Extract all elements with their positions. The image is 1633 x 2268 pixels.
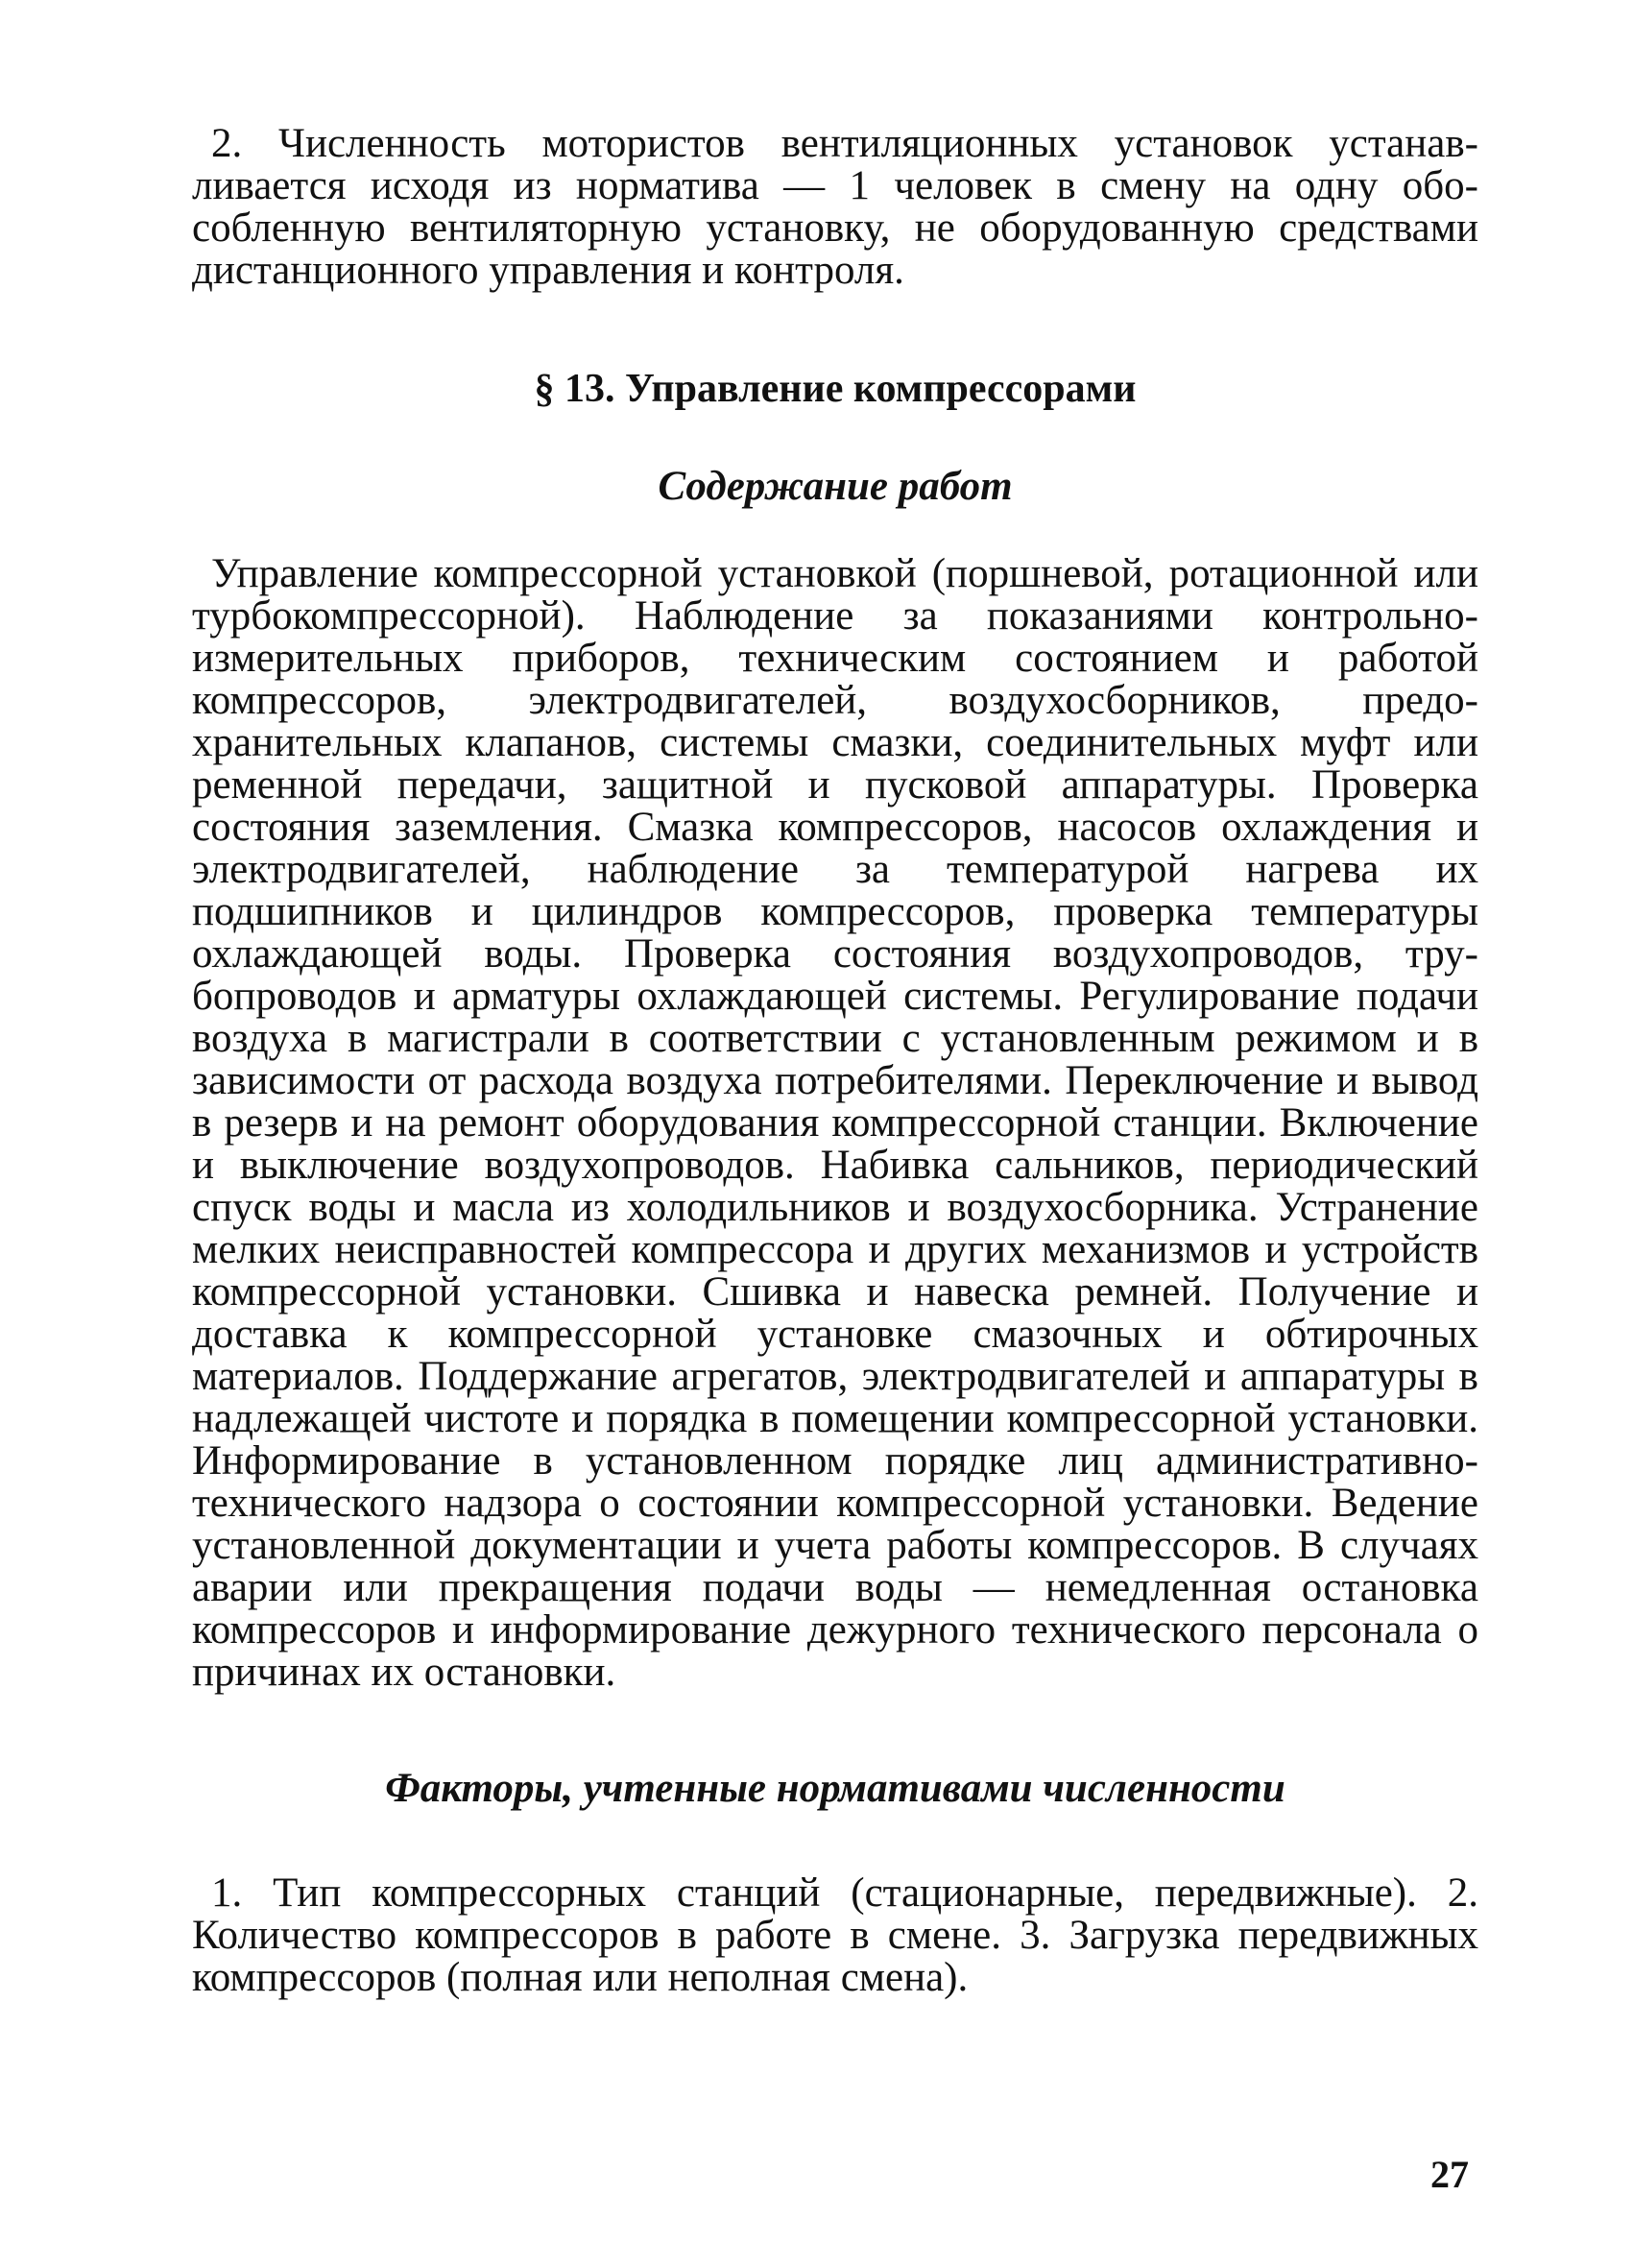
content-of-work-heading: Содержание работ (658, 464, 1013, 509)
factors-heading: Факторы, учтенные нормативами численности (385, 1766, 1285, 1811)
paragraph-factors: 1. Тип компрессорных станций (стационарные, передвижные). 2. Количество компрессоров в работе в смене. 3. Загрузка передвижных компрессоров (полная или неполная смена). (192, 1870, 1478, 2000)
page-number: 27 (1430, 2153, 1469, 2196)
section-heading: § 13. Управление компрессорами (534, 367, 1137, 411)
paragraph-ventilation-staffing: 2. Численность мотористов вентиляционных установок устанавливается исходя из норматива — 1 человек в смену на одну обособленную вентиляторную установку, не оборудованную средствами дистанционного управления и контроля. (192, 121, 1478, 293)
paragraph-work-content: Управление компрессорной установкой (поршневой, ротационной или турбокомпрессорной). Наблюдение за показаниями контрольно-измерительных приборов, техническим состоянием и работой компрессоров, электродвигателей, воздухосборников, предохранительных клапанов, системы смазки, соединительных муфт или ременной передачи, защитной и пусковой аппаратуры. Проверка состояния заземления. Смазка компрессоров, насосов охлаждения и электродвигателей, наблюдение за температурой нагрева их подшипников и цилиндров компрессоров, проверка температуры охлаждающей воды. Проверка состояния воздухопроводов, трубопроводов и арматуры охлаждающей системы. Регулирование подачи воздуха в магистрали в соответствии с установленным режимом и в зависимости от расхода воздуха потребителями. Переключение и вывод в резерв и на ремонт оборудования компрессорной станции. Включение и выключение воздухопроводов. Набивка сальников, периодический спуск воды и масла из холодильников и воздухосборника. Устранение мелких неисправностей компрессора и других механизмов и устройств компрессорной установки. Сшивка и навеска ремней. Получение и доставка к компрессорной установке смазочных и обтирочных материалов. Поддержание агрегатов, электродвигателей и аппаратуры в надлежащей чистоте и порядка в помещении компрессорной установки. Информирование в установленном порядке лиц административно-технического надзора о состоянии компрессорной установки. Ведение установленной документации и учета работы компрессоров. В случаях аварии или прекращения подачи воды — немедленная остановка компрессоров и информирование дежурного технического персонала о причинах их остановки. (192, 551, 1478, 1695)
page-body (192, 123, 1478, 1999)
